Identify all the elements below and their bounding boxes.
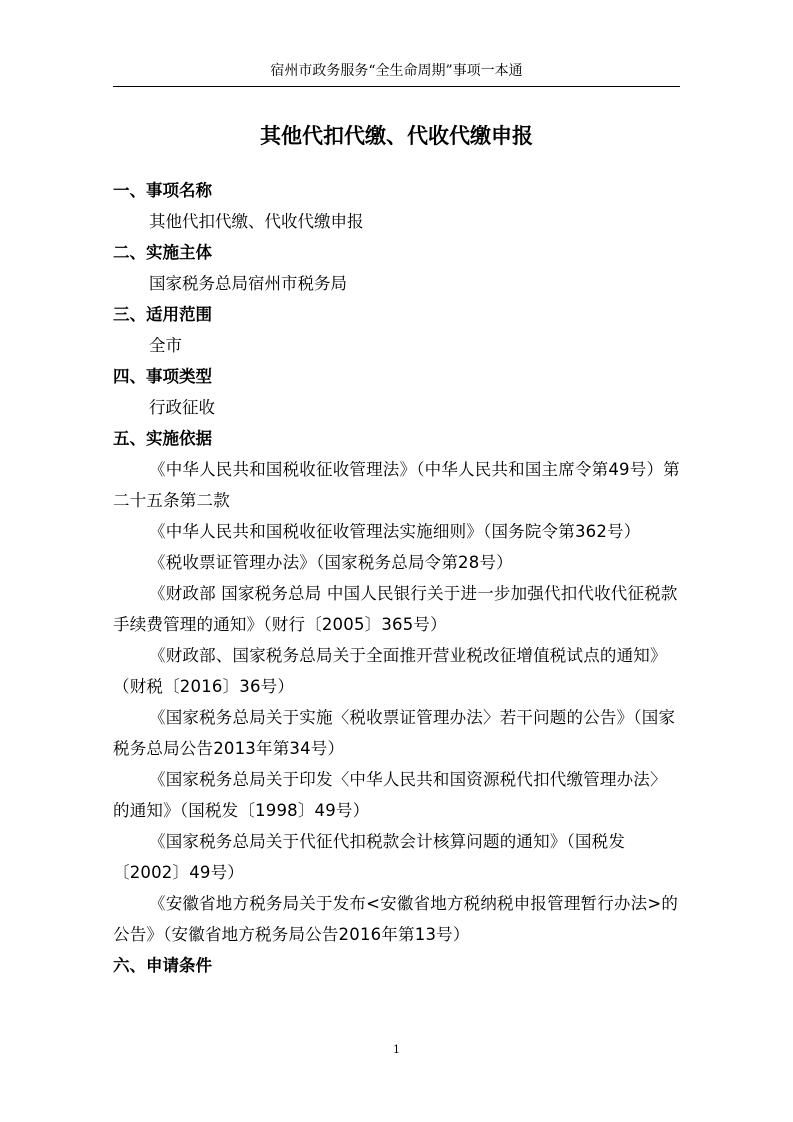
legal-basis-item: 《国家税务总局关于实施〈税收票证管理办法〉若干问题的公告》（国家税务总局公告2013年第34号） (113, 708, 676, 758)
legal-basis-item: 《税收票证管理办法》（国家税务总局令第28号） (149, 553, 513, 572)
section-heading-application-conditions: 六、申请条件 (113, 956, 212, 975)
section-heading-implementing-body: 二、实施主体 (113, 243, 212, 262)
header-text: 宿州市政务服务“全生命周期”事项一本通 (270, 63, 523, 79)
document-title: 其他代扣代缴、代收代缴申报 (260, 124, 533, 148)
legal-basis-item: 《安徽省地方税务局关于发布<安徽省地方税纳税申报管理暂行办法>的公告》（安徽省地方税务局公告2016年第13号） (113, 894, 679, 944)
header-divider (113, 86, 680, 87)
document-body (113, 175, 680, 981)
legal-basis-item: 《国家税务总局关于代征代扣税款会计核算问题的通知》（国税发〔2002〕49号） (113, 832, 626, 882)
section-heading-legal-basis: 五、实施依据 (113, 429, 212, 448)
legal-basis-item: 《国家税务总局关于印发〈中华人民共和国资源税代扣代缴管理办法〉的通知》（国税发〔1998〕49号） (113, 770, 667, 820)
section-heading-scope: 三、适用范围 (113, 305, 212, 324)
section-heading-item-name: 一、事项名称 (113, 181, 212, 200)
section-text-item-type: 行政征收 (149, 398, 215, 417)
section-text-scope: 全市 (149, 336, 182, 355)
legal-basis-item: 《中华人民共和国税收征收管理法》（中华人民共和国主席令第49号）第二十五条第二款 (113, 460, 680, 510)
section-text-item-name: 其他代扣代缴、代收代缴申报 (149, 212, 364, 231)
page-number: 1 (393, 1043, 400, 1056)
legal-basis-item: 《财政部、国家税务总局关于全面推开营业税改征增值税试点的通知》（财税〔2016〕36号） (113, 646, 667, 696)
legal-basis-item: 《中华人民共和国税收征收管理法实施细则》（国务院令第362号） (149, 522, 641, 541)
page-header (0, 61, 793, 81)
section-text-implementing-body: 国家税务总局宿州市税务局 (149, 274, 347, 293)
legal-basis-item: 《财政部 国家税务总局 中国人民银行关于进一步加强代扣代收代征税款手续费管理的通知》（财行〔2005〕365号） (113, 584, 678, 634)
section-heading-item-type: 四、事项类型 (113, 367, 212, 386)
